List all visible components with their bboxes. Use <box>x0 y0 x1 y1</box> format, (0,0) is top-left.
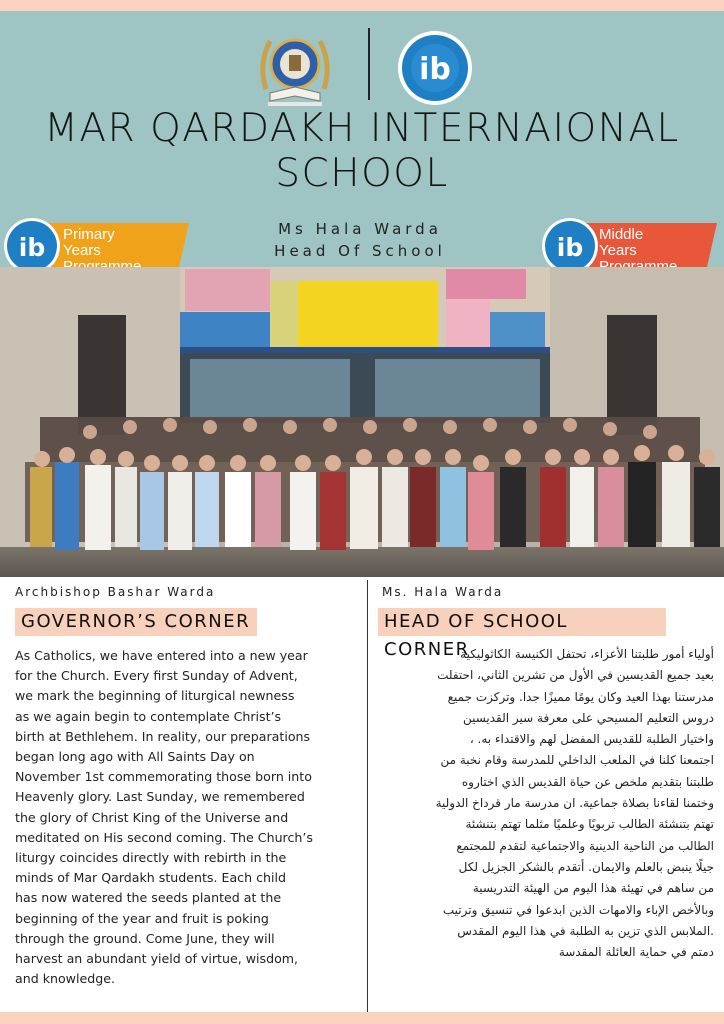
svg-text:ib: ib <box>556 233 584 262</box>
text-line: واختيار الطلبة للقديس المفضل لهم والاقتداء به. ، <box>469 732 714 747</box>
text-line: تهتم بتنشئة الطالب تربويًا وعلميًا مثلما تهتم بتنشئة <box>465 817 714 832</box>
head-heading: HEAD OF SCHOOL CORNER <box>378 608 666 636</box>
head-of-school-block <box>240 218 480 262</box>
text-line: for the Church. Every first Sunday of Advent, <box>15 668 298 684</box>
school-title <box>0 106 724 196</box>
text-line: through the ground. Come June, they will <box>15 930 275 946</box>
text-line: دمتم في حماية العائلة المقدسة <box>558 945 714 960</box>
school-crest-logo <box>256 29 334 109</box>
students-group-photo <box>0 267 724 577</box>
text-line: harvest an abundant yield of virtue, wisdom, <box>15 951 299 967</box>
text-line: Heavenly glory. Last Sunday, we remembered <box>15 789 305 805</box>
text-line: اجتمعنا كلنا في الملعب الداخلي للمدرسة وقام نخبة من <box>440 753 714 768</box>
text-line: and knowledge. <box>15 971 115 987</box>
bottom-accent-strip <box>0 1012 724 1024</box>
text-line: as we again begin to contemplate Christ’s <box>15 708 282 724</box>
head-role: Head Of School <box>274 242 446 260</box>
governor-byline: Archbishop Bashar Warda <box>15 585 216 599</box>
head-body <box>378 644 714 963</box>
governor-heading: GOVERNOR’S CORNER <box>15 608 257 636</box>
school-title-line1: MAR QARDAKH INTERNAIONAL <box>44 106 680 151</box>
text-line: As Catholics, we have entered into a new year <box>15 648 308 663</box>
text-line: طلبتنا بتقديم ملخص عن حياة القديس الذي اختاروه <box>461 774 714 789</box>
svg-text:ib: ib <box>18 233 46 262</box>
text-line: دروس التعليم المسيحي على معرفة سير القديسين <box>462 710 714 725</box>
text-line: beginning of the year and fruit is poking <box>15 910 269 926</box>
top-accent-strip <box>0 0 724 11</box>
text-line: liturgy coincides directly with rebirth in the <box>15 850 287 866</box>
text-line: began long ago with All Saints Day on <box>15 749 255 765</box>
text-line: جيلًا ينبض بالعلم والايمان. أتقدم بالشكر الجزيل لكل <box>458 859 714 874</box>
text-line: has now watered the seeds planted at the <box>15 890 282 906</box>
governors-corner <box>0 580 366 1012</box>
text-line: we mark the beginning of liturgical newness <box>15 688 295 704</box>
text-line: من ساهم في تهيئة هذا اليوم من الهيئة التدريسية <box>472 881 714 896</box>
text-line: minds of Mar Qardakh students. Each child <box>15 870 286 886</box>
text-line: بعيد جميع القديسين في الأول من تشرين الثاني، احتفلت <box>437 668 714 683</box>
logo-divider <box>368 28 370 100</box>
page-header <box>0 11 724 267</box>
head-name: Ms Hala Warda <box>278 220 442 238</box>
text-line: وختمنا لقاءنا بصلاة جماعية. ان مدرسة مار قرداخ الدولية <box>435 796 714 811</box>
head-byline: Ms. Hala Warda <box>382 585 504 599</box>
text-line: .الملابس الذي تزين به الطلبة في هذا اليوم المقدس <box>457 923 714 938</box>
text-line: أولياء أمور طلبتنا الأعزاء، تحتفل الكنيسة الكاثوليكية <box>460 647 714 661</box>
text-line: November 1st commemorating those born into <box>15 769 312 785</box>
photo-illustration <box>0 267 724 577</box>
text-line: meditated on His second coming. The Church’s <box>15 829 313 845</box>
head-of-school-corner <box>370 580 724 1012</box>
text-line: the glory of Christ King of the Universe and <box>15 809 289 825</box>
myp-line1: Middle Years <box>599 226 644 259</box>
school-title-line2: SCHOOL <box>275 151 449 196</box>
column-divider <box>367 580 368 1012</box>
text-line: الطالب من الناحية الدينية والاجتماعية لتقدم للمجتمع <box>456 838 714 853</box>
svg-text:ib: ib <box>419 52 451 87</box>
logo-row <box>0 26 724 110</box>
ib-world-school-logo <box>395 28 475 108</box>
pyp-line1: Primary Years <box>63 226 115 259</box>
text-line: birth at Bethlehem. In reality, our preparations <box>15 728 311 744</box>
text-line: مدرستنا بهذا العيد وكان يومًا مميزًا جدا. وتركزت جميع <box>447 689 714 704</box>
text-line: وبالأخص الإباء والامهات الذين ابدعوا في تنسيق وترتيب <box>442 902 714 917</box>
governor-body <box>15 646 355 989</box>
